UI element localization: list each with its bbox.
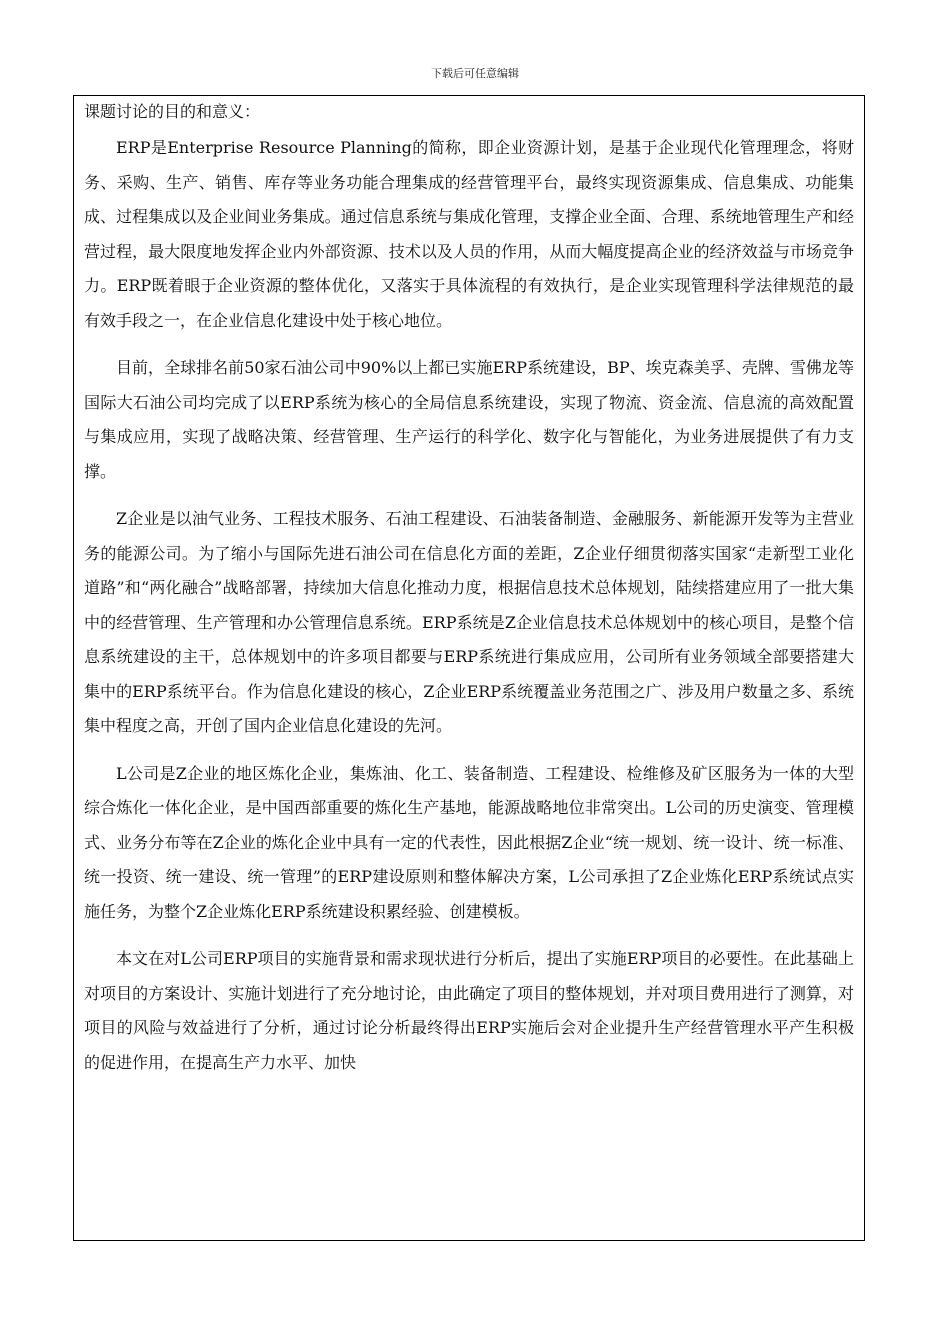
paragraph-z-enterprise: Z企业是以油气业务、工程技术服务、石油工程建设、石油装备制造、金融服务、新能源开发等为主营业务的能源公司。为了缩小与国际先进石油公司在信息化方面的差距，Z企业仔细贯彻落实国家“走新型工业化道路”和“两化融合”战略部署，持续加大信息化推动力度，根据信息技术总体规划，陆续搭建应用了一批大集中的经营管理、生产管理和办公管理信息系统。ERP系统是Z企业信息技术总体规划中的核心项目，是整个信息系统建设的主干，总体规划中的许多项目都要与ERP系统进行集成应用，公司所有业务领域全部要搭建大集中的ERP系统平台。作为信息化建设的核心，Z企业ERP系统覆盖业务范围之广、涉及用户数量之多、系统集中程度之高，开创了国内企业信息化建设的先河。 bbox=[84, 509, 854, 735]
paragraph-l-company: L公司是Z企业的地区炼化企业，集炼油、化工、装备制造、工程建设、检维修及矿区服务为一体的大型综合炼化一体化企业，是中国西部重要的炼化生产基地，能源战略地位非常突出。L公司的历史演变、管理模式、业务分布等在Z企业的炼化企业中具有一定的代表性，因此根据Z企业“统一规划、统一设计、统一标准、统一投资、统一建设、统一管理”的ERP建设原则和整体解决方案，L公司承担了Z企业炼化ERP系统试点实施任务，为整个Z企业炼化ERP系统建设积累经验、创建模板。 bbox=[84, 763, 854, 921]
page-header-note: 下载后可任意编辑 bbox=[431, 67, 519, 80]
document-table-cell bbox=[73, 95, 865, 1241]
paragraph-thesis-summary: 本文在对L公司ERP项目的实施背景和需求现状进行分析后，提出了实施ERP项目的必要性。在此基础上对项目的方案设计、实施计划进行了充分地讨论，由此确定了项目的整体规划，并对项目费用进行了测算，对项目的风险与效益进行了分析，通过讨论分析最终得出ERP实施后会对企业提升生产经营管理水平产生积极的促进作用，在提高生产力水平、加快 bbox=[84, 949, 854, 1072]
section-heading: 课题讨论的目的和意义： bbox=[84, 102, 261, 121]
paragraph-erp-definition: ERP是Enterprise Resource Planning的简称，即企业资源计划，是基于企业现代化管理理念，将财务、采购、生产、销售、库存等业务功能合理集成的经营管理平台，最终实现资源集成、信息集成、功能集成、过程集成以及企业间业务集成。通过信息系统与集成化管理，支撑企业全面、合理、系统地管理生产和经营过程，最大限度地发挥企业内外部资源、技术以及人员的作用，从而大幅度提高企业的经济效益与市场竞争力。ERP既着眼于企业资源的整体优化，又落实于具体流程的有效执行，是企业实现管理科学法律规范的最有效手段之一，在企业信息化建设中处于核心地位。 bbox=[84, 138, 854, 330]
paragraph-global-oil-companies: 目前，全球排名前50家石油公司中90%以上都已实施ERP系统建设，BP、埃克森美孚、壳牌、雪佛龙等国际大石油公司均完成了以ERP系统为核心的全局信息系统建设，实现了物流、资金流、信息流的高效配置与集成应用，实现了战略决策、经营管理、生产运行的科学化、数字化与智能化，为业务进展提供了有力支撑。 bbox=[84, 358, 854, 481]
